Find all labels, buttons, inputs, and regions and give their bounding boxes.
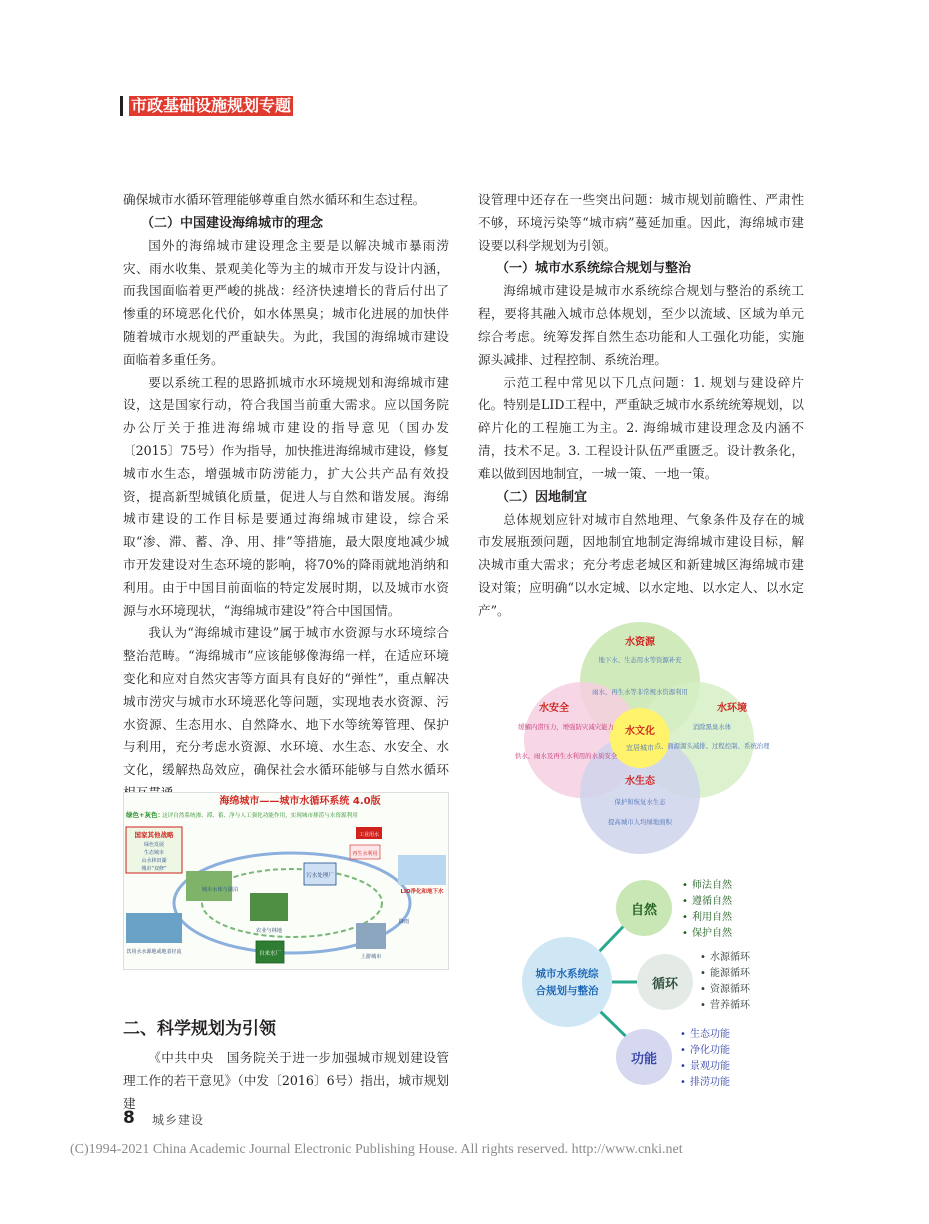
right-paragraph-2: 示范工程中常见以下几点问题：1. 规划与建设碎片化。特别是LID工程中，严重缺乏城市水系统统筹规划，以碎片化的工程施工为主。2. 海绵城市建设理念及内涵不清，技术不足。3. 工程设计队伍严重匮乏。设计教条化，难以做到因地制宜，一城一策、一地一策。 xyxy=(478,374,804,481)
industry-label: 工业用水 xyxy=(358,832,380,838)
left-paragraph-0: 确保城市水循环管理能够尊重自然水循环和生态过程。 xyxy=(123,192,426,207)
figure-water-system-map xyxy=(500,872,790,1092)
left-text-2: 供水、雨水及再生水利用的水质安全 xyxy=(514,752,618,760)
upstream-label: 上游城市 xyxy=(360,954,382,960)
circle-water-culture xyxy=(610,708,670,768)
reuse-label: 再生水利用 xyxy=(352,851,378,857)
cycle-item: 营养循环 xyxy=(710,1000,750,1011)
column-header xyxy=(120,96,293,116)
nature-item-bullet: • xyxy=(682,896,688,907)
cycle-item: 能源循环 xyxy=(710,968,750,979)
center-text: 宜居城市 xyxy=(626,744,654,752)
function-item: 景观功能 xyxy=(690,1061,730,1072)
function-item: 排涝功能 xyxy=(690,1077,730,1088)
cycle-item-bullet: • xyxy=(700,968,706,979)
cycle-item: 水源循环 xyxy=(710,952,750,963)
strategy-item: 生态城市 xyxy=(143,850,165,856)
left-text-1: 缓解内涝压力，增强防灾减灾能力 xyxy=(518,723,614,731)
nature-item-bullet: • xyxy=(682,912,688,923)
right-text-1: 消除黑臭水体 xyxy=(692,723,732,731)
figure-water-cycle xyxy=(123,792,449,970)
bottom-text-2: 提高城市人均绿地面积 xyxy=(608,818,672,826)
fig1-title: 海绵城市——城市水循环系统 4.0版 xyxy=(219,796,381,807)
strategy-item: 绿色发展 xyxy=(143,842,165,848)
drinking-label: 饮用水水源地或地表径流 xyxy=(126,949,182,955)
function-item: 净化功能 xyxy=(690,1045,730,1056)
center-title: 水文化 xyxy=(625,726,655,737)
left-paragraph-2: 要以系统工程的思路抓城市水环境规划和海绵城市建设，这是国家行动，符合我国当前重大需求。应以国务院办公厅关于推进海绵城市建设的指导意见（国办发〔2015〕75号）作为指导，加快推进海绵城市建设，修复城市水生态，增强城市防涝能力，扩大公共产品有效投资，提高新型城镇化质量，促进人与自然和谐发展。海绵城市建设的工作目标是要通过海绵城市建设，综合采取“渗、滞、蓄、净、用、排”等措施，最大限度地减少城市开发建设对生态环境的影响，将70%的降雨就地消纳和利用。由于中国目前面临的特定发展时期，以及城市水资源与水环境现状，“海绵城市建设”符合中国国情。 xyxy=(123,374,449,618)
cycle-item-bullet: • xyxy=(700,984,706,995)
top-text-2: 雨水、再生水等非常规水资源利用 xyxy=(592,688,688,696)
strategy-item: 城市“双修” xyxy=(141,866,167,872)
subheading-local-conditions: （二）因地制宜 xyxy=(496,489,588,505)
fig1-subtitle: 这评自然系统渗、滞、蓄、净与人工强化功能作用，实现城市排涝与水资源利用 xyxy=(162,813,358,819)
left-column xyxy=(123,189,449,805)
lid-image xyxy=(398,855,446,885)
cycle-item-bullet: • xyxy=(700,952,706,963)
lid-label: LID净化和地下水 xyxy=(400,889,444,895)
node-nature-label: 自然 xyxy=(630,903,658,918)
nature-item: 利用自然 xyxy=(692,912,732,923)
figure-five-water-circles xyxy=(500,612,790,870)
upstream-image xyxy=(356,923,386,949)
function-item-bullet: • xyxy=(680,1077,686,1088)
right-column xyxy=(478,189,804,623)
top-text-1: 地下水、生态用水等资源补充 xyxy=(598,656,682,664)
drinking-water-image xyxy=(126,913,182,943)
bottom-title: 水生态 xyxy=(625,776,655,787)
function-item-bullet: • xyxy=(680,1045,686,1056)
node-cycle-label: 循环 xyxy=(651,977,679,992)
agri-label: 农业与林地 xyxy=(256,928,282,934)
section-title: 二、科学规划为引领 xyxy=(123,1019,276,1039)
right-text-2: 点、面源源头减排、过程控制、系统治理 xyxy=(654,742,770,750)
nature-item-bullet: • xyxy=(682,928,688,939)
center-node-label: 合规划与整治 xyxy=(535,985,599,997)
function-item-bullet: • xyxy=(680,1029,686,1040)
header-title: 市政基础设施规划专题 xyxy=(131,96,292,115)
rain-label: 降雨 xyxy=(398,919,410,925)
agri-image xyxy=(250,893,288,921)
fig1-subtitle-green: 绿色+灰色： xyxy=(126,811,164,819)
journal-name: 城乡建设 xyxy=(152,1113,205,1127)
left-paragraph-3: 我认为“海绵城市建设”属于城市水资源与水环境综合整治范畴。“海绵城市”应该能够像海绵一样，在适应环境变化和应对自然灾害等方面具有良好的“弹性”，重点解决城市涝灾与城市水环境恶化等问题，实现地表水资源、污水资源、生态用水、自然降水、地下水等统筹管理、保护与利用，充分考虑水资源、水环境、水生态、水安全、水文化，缓解热岛效应，确保社会水循环能够与自然水循环 xyxy=(123,625,449,778)
right-paragraph-0: 设管理中还存在一些突出问题：城市规划前瞻性、严肃性不够，环境污染等“城市病”蔓延加重。因此，海绵城市建设要以科学规划为引领。 xyxy=(478,192,804,253)
center-node-label: 城市水系统综 xyxy=(535,968,599,980)
section-paragraph xyxy=(123,1046,449,1115)
right-title: 水环境 xyxy=(717,703,747,714)
bottom-text-1: 保护和恢复水生态 xyxy=(614,798,666,806)
center-node xyxy=(522,937,612,1027)
section-paragraph-text: 《中共中央 国务院关于进一步加强城市规划建设管理工作的若干意见》（中发〔2016〕6号）指出，城市规划建 xyxy=(123,1050,449,1111)
water-plant-label: 自来水厂 xyxy=(258,951,282,957)
page-number: 8 xyxy=(123,1108,135,1128)
nature-item-bullet: • xyxy=(682,880,688,891)
subheading-water-system-planning: （一）城市水系统综合规划与整治 xyxy=(496,261,692,277)
river-label: 城市水体与湖泊 xyxy=(201,887,239,893)
cycle-item: 资源循环 xyxy=(710,984,750,995)
top-title: 水资源 xyxy=(625,637,655,648)
nature-item: 师法自然 xyxy=(692,880,732,891)
function-item: 生态功能 xyxy=(690,1029,730,1040)
river-image xyxy=(186,871,232,901)
strategy-title: 国家其他战略 xyxy=(134,831,174,839)
nature-item: 保护自然 xyxy=(692,928,732,939)
strategy-item: 山水林田湖 xyxy=(141,858,167,864)
cycle-item-bullet: • xyxy=(700,1000,706,1011)
subheading-china-sponge-city: （二）中国建设海绵城市的理念 xyxy=(141,215,324,231)
function-item-bullet: • xyxy=(680,1061,686,1072)
copyright-line: (C)1994-2021 China Academic Journal Electronic Publishing House. All rights reserved. http://www.cnki.net xyxy=(70,1142,683,1157)
left-title: 水安全 xyxy=(539,703,569,714)
nature-item: 遵循自然 xyxy=(692,896,732,907)
node-function-label: 功能 xyxy=(630,1052,658,1067)
right-paragraph-3: 总体规划应针对城市自然地理、气象条件及存在的城市发展瓶颈问题，因地制宜地制定海绵城市建设目标，解决城市重大需求；充分考虑老城区和新建城区海绵城市建设对策；应明确“以水定城、以水定地、以水定人、以水定产”。 xyxy=(478,511,804,618)
right-paragraph-1: 海绵城市建设是城市水系统综合规划与整治的系统工程，要将其融入城市总体规划，至少以流域、区域为单元综合考虑。统筹发挥自然生态功能和人工强化功能，实施源头减排、过程控制、系统治理。 xyxy=(478,283,804,367)
header-bar xyxy=(120,96,123,116)
left-paragraph-1: 国外的海绵城市建设理念主要是以解决城市暴雨涝灾、雨水收集、景观美化等为主的城市开发与设计内涵，而我国面临着更严峻的挑战：经济快速增长的背后付出了惨重的环境恶化代价，如水体黑臭；城市化进展的加快伴随着城市水规划的严重缺失。为此，我国的海绵城市建设面临着多重任务。 xyxy=(123,237,449,367)
sewage-plant-label: 污水处理厂 xyxy=(306,873,334,879)
